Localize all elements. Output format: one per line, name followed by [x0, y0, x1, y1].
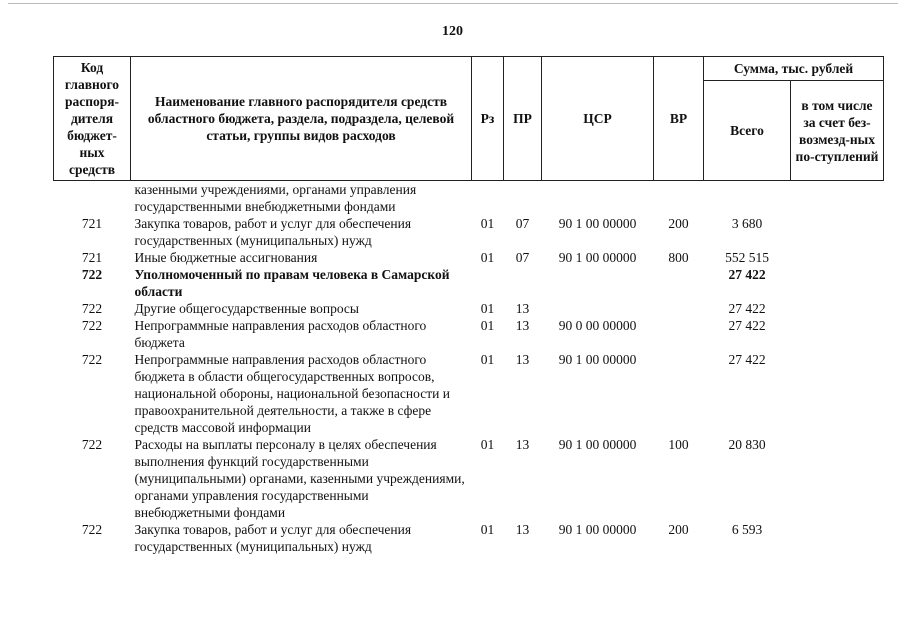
- cell-free: [791, 317, 884, 351]
- cell-code: [54, 181, 131, 216]
- header-csr: ЦСР: [542, 57, 654, 181]
- cell-vr: 200: [668, 522, 689, 537]
- table-row: [54, 266, 884, 300]
- cell-vr: 100: [668, 437, 689, 452]
- cell-total: 20 830: [728, 437, 766, 452]
- cell-csr: 90 1 00 00000: [558, 522, 637, 537]
- cell-rz: 01: [480, 352, 495, 367]
- cell-name: Иные бюджетные ассигнования: [134, 250, 318, 265]
- cell-vr: [654, 181, 704, 216]
- cell-name: Закупка товаров, работ и услуг для обеспечения государственных (муниципальных) нужд: [134, 216, 412, 248]
- header-sum: Сумма, тыс. рублей: [704, 57, 884, 81]
- cell-code: 721: [81, 216, 103, 231]
- table-row: [54, 436, 884, 521]
- cell-rz: [472, 181, 504, 216]
- cell-code: 722: [81, 318, 103, 333]
- cell-name: Другие общегосударственные вопросы: [134, 301, 359, 316]
- table-row: [54, 215, 884, 249]
- cell-vr: 200: [668, 216, 689, 231]
- header-total: Всего: [704, 81, 791, 181]
- cell-total: 27 422: [728, 352, 766, 367]
- header-rz: Рз: [472, 57, 504, 181]
- cell-vr: [654, 266, 704, 300]
- cell-free: [791, 215, 884, 249]
- cell-csr: [542, 300, 654, 317]
- cell-code: 722: [81, 267, 103, 282]
- cell-csr: 90 1 00 00000: [558, 437, 637, 452]
- cell-total: 6 593: [731, 522, 763, 537]
- cell-code: 722: [81, 522, 103, 537]
- cell-csr: 90 1 00 00000: [558, 216, 637, 231]
- cell-pr: 13: [515, 522, 530, 537]
- cell-name: Непрограммные направления расходов областного бюджета: [134, 318, 427, 350]
- page-number: 120: [442, 24, 463, 39]
- cell-pr: 07: [515, 250, 530, 265]
- cell-csr: 90 0 00 00000: [558, 318, 637, 333]
- table-row: [54, 300, 884, 317]
- cell-code: 722: [81, 437, 103, 452]
- cell-rz: 01: [480, 522, 495, 537]
- header-pr: ПР: [504, 57, 542, 181]
- table-row: [54, 317, 884, 351]
- cell-name: Непрограммные направления расходов областного бюджета в области общегосударственных вопросов, национальной обороны, национальной безопасности и правоохранительной деятельности, а также в сфере средств массовой информации: [134, 352, 450, 435]
- cell-vr: [654, 317, 704, 351]
- cell-total: 27 422: [728, 267, 766, 282]
- cell-csr: 90 1 00 00000: [558, 250, 637, 265]
- cell-free: [791, 521, 884, 555]
- header-name: Наименование главного распорядителя средств областного бюджета, раздела, подраздела, целевой статьи, группы видов расходов: [131, 57, 472, 181]
- cell-free: [791, 300, 884, 317]
- cell-code: 722: [81, 301, 103, 316]
- top-rule: [8, 3, 898, 4]
- cell-rz: [472, 266, 504, 300]
- cell-total: 27 422: [728, 301, 766, 316]
- cell-rz: 01: [480, 318, 495, 333]
- budget-table: [53, 56, 884, 555]
- table-row: [54, 521, 884, 555]
- cell-code: 721: [81, 250, 103, 265]
- cell-name: Закупка товаров, работ и услуг для обеспечения государственных (муниципальных) нужд: [134, 522, 412, 554]
- cell-code: 722: [81, 352, 103, 367]
- cell-csr: 90 1 00 00000: [558, 352, 637, 367]
- cell-name: Расходы на выплаты персоналу в целях обеспечения выполнения функций государственными (муниципальными) органами, казенными учреждениями, органами управления государственными внебюджетными фондами: [134, 437, 465, 520]
- cell-total: 27 422: [728, 318, 766, 333]
- table-body: [54, 181, 884, 556]
- cell-vr: 800: [668, 250, 689, 265]
- cell-pr: 13: [515, 352, 530, 367]
- cell-rz: 01: [480, 216, 495, 231]
- cell-free: [791, 351, 884, 436]
- cell-pr: [504, 266, 542, 300]
- header-code: Код главного распоря-дителя бюджет-ных средств: [54, 57, 131, 181]
- header-free: в том числе за счет без-возмезд-ных по-ступлений: [791, 81, 884, 181]
- table-row: [54, 181, 884, 216]
- cell-rz: 01: [480, 437, 495, 452]
- cell-name: казенными учреждениями, органами управления государственными внебюджетными фондами: [134, 182, 417, 214]
- table-row: [54, 351, 884, 436]
- cell-free: [791, 436, 884, 521]
- cell-csr: [542, 266, 654, 300]
- cell-vr: [654, 351, 704, 436]
- cell-pr: [504, 181, 542, 216]
- cell-total: 552 515: [725, 250, 769, 265]
- cell-vr: [654, 300, 704, 317]
- cell-total: 3 680: [731, 216, 763, 231]
- cell-pr: 13: [515, 318, 530, 333]
- cell-pr: 13: [515, 437, 530, 452]
- cell-free: [791, 181, 884, 216]
- cell-csr: [542, 181, 654, 216]
- table-row: [54, 249, 884, 266]
- cell-pr: 13: [515, 301, 530, 316]
- cell-rz: 01: [480, 301, 495, 316]
- cell-free: [791, 266, 884, 300]
- cell-rz: 01: [480, 250, 495, 265]
- header-vr: ВР: [654, 57, 704, 181]
- cell-name: Уполномоченный по правам человека в Самарской области: [134, 267, 450, 299]
- cell-pr: 07: [515, 216, 530, 231]
- cell-free: [791, 249, 884, 266]
- cell-total: [704, 181, 791, 216]
